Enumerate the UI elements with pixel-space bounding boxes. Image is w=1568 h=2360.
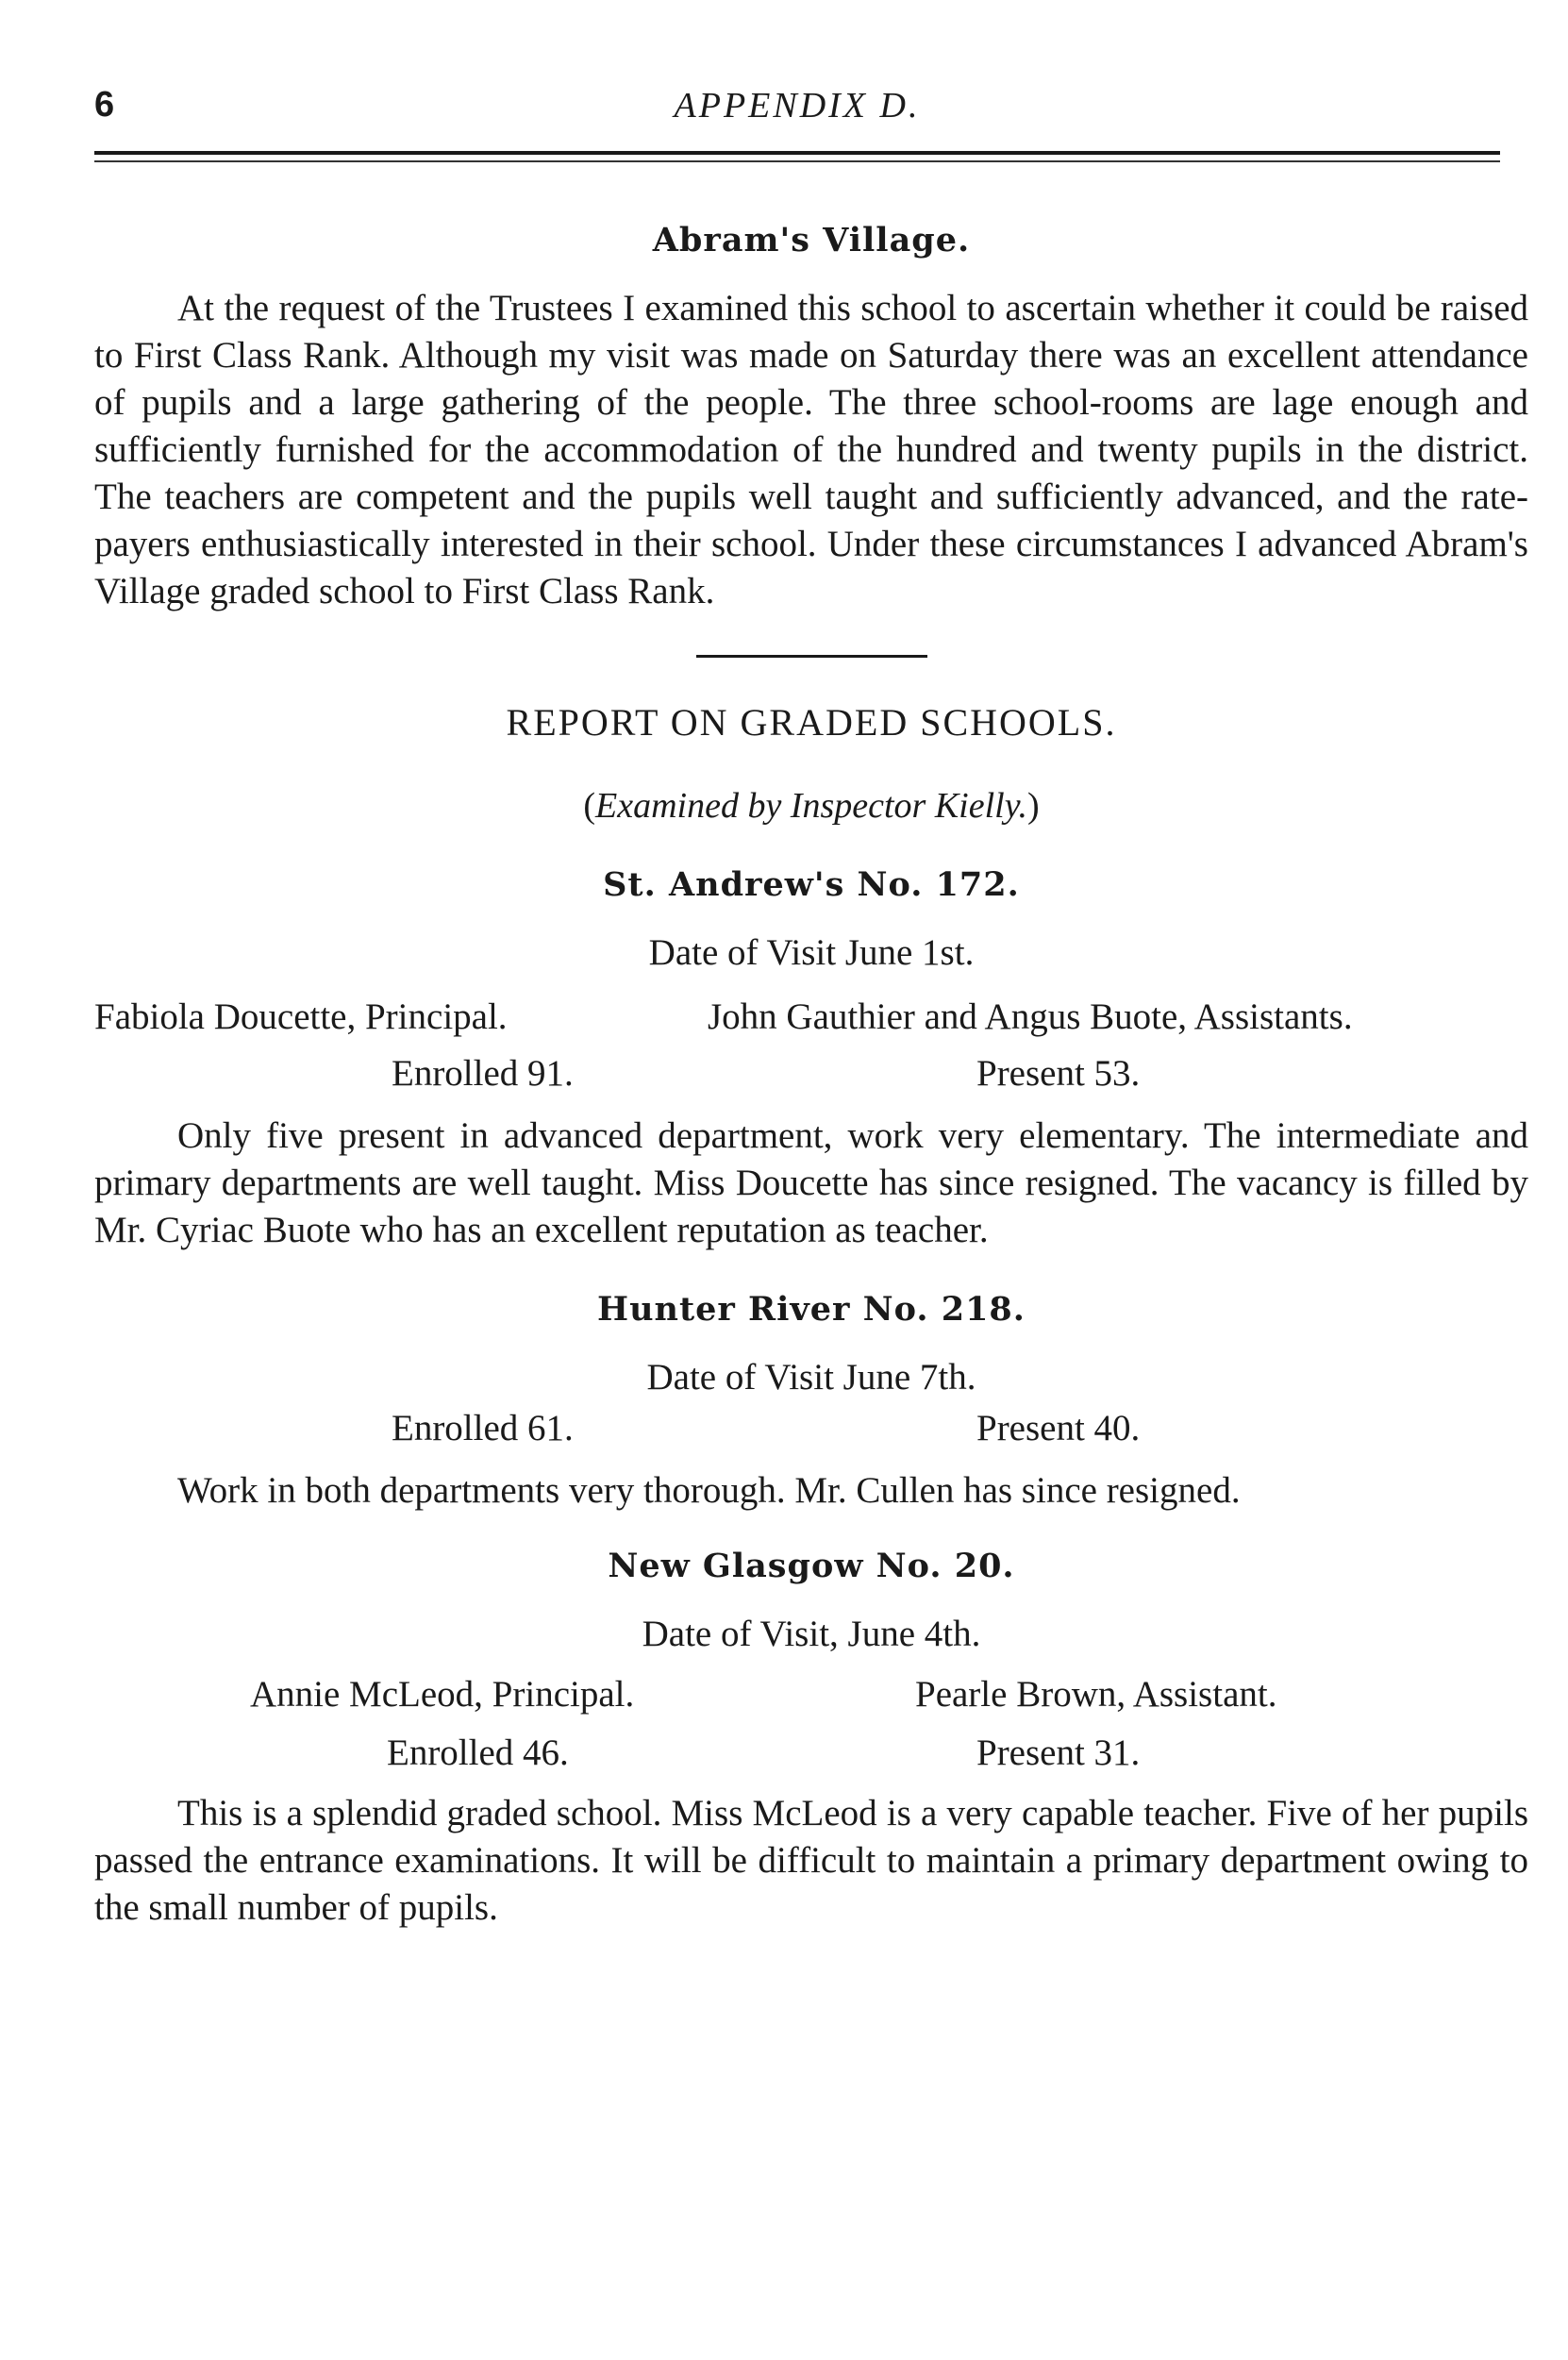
attendance-row <box>94 1405 1528 1454</box>
school-remarks: Work in both departments very thorough. Mr. Cullen has since resigned. <box>177 1470 1241 1511</box>
school-remarks: This is a splendid graded school. Miss McLeod is a very capable teacher. Five of her pupils passed the entrance examinations. It will be difficult to maintain a primary department owing to the small number of pupils. <box>94 1793 1528 1928</box>
present-count: Present 53. <box>976 1053 1141 1094</box>
school-heading-hunter-river: Hunter River No. 218. <box>597 1290 1026 1329</box>
enrolled-count: Enrolled 91. <box>392 1053 574 1094</box>
attendance-row <box>94 1050 1528 1099</box>
running-head: APPENDIX D. <box>674 86 921 126</box>
report-title: REPORT ON GRADED SCHOOLS. <box>506 701 1117 744</box>
section-heading-abrams-village: Abram's Village. <box>652 221 971 259</box>
staff-row <box>94 994 1528 1043</box>
visit-date: Date of Visit, June 4th. <box>642 1614 981 1654</box>
school-heading-new-glasgow: New Glasgow No. 20. <box>608 1547 1015 1585</box>
report-subtitle-italic: Examined by Inspector Kielly. <box>595 786 1027 826</box>
school-heading-st-andrews: St. Andrew's No. 172. <box>603 865 1020 904</box>
enrolled-count: Enrolled 46. <box>387 1732 569 1773</box>
present-count: Present 40. <box>976 1408 1141 1448</box>
school-remarks: Only five present in advanced department, work very elementary. The intermediate and primary departments are well taught. Miss Doucette has since resigned. The vacancy is filled by Mr. Cyriac Buote who has an excellent reputation as teacher. <box>94 1115 1528 1250</box>
staff-row <box>94 1671 1528 1720</box>
header-rule <box>94 151 1500 155</box>
visit-date: Date of Visit June 7th. <box>646 1357 976 1398</box>
header-rule-thin <box>94 160 1500 162</box>
abrams-village-paragraph: At the request of the Trustees I examined this school to ascertain whether it could be raised to First Class Rank. Although my visit was made on Saturday there was an excellent attendance of pupils and a large gathering of the people. The three school-rooms are lage enough and sufficiently furnished for the accommodation of the hundred and twenty pupils in the district. The teachers are competent and the pupils well taught and sufficiently advanced, and the rate-payers enthusiastically interested in their school. Under these circumstances I advanced Abram's Village graded school to First Class Rank. <box>94 288 1528 611</box>
report-subtitle: (Examined by Inspector Kielly.) <box>583 786 1040 826</box>
assistants-names: John Gauthier and Angus Buote, Assistants. <box>708 996 1353 1037</box>
assistants-names: Pearle Brown, Assistant. <box>915 1674 1277 1715</box>
attendance-row <box>94 1730 1528 1779</box>
enrolled-count: Enrolled 61. <box>392 1408 574 1448</box>
visit-date: Date of Visit June 1st. <box>648 932 975 973</box>
principal-name: Fabiola Doucette, Principal. <box>94 996 508 1037</box>
page-body <box>94 217 1528 1932</box>
page-number: 6 <box>94 85 115 125</box>
principal-name: Annie McLeod, Principal. <box>250 1674 635 1715</box>
present-count: Present 31. <box>976 1732 1141 1773</box>
section-divider <box>696 655 927 658</box>
page-header <box>94 85 1500 132</box>
